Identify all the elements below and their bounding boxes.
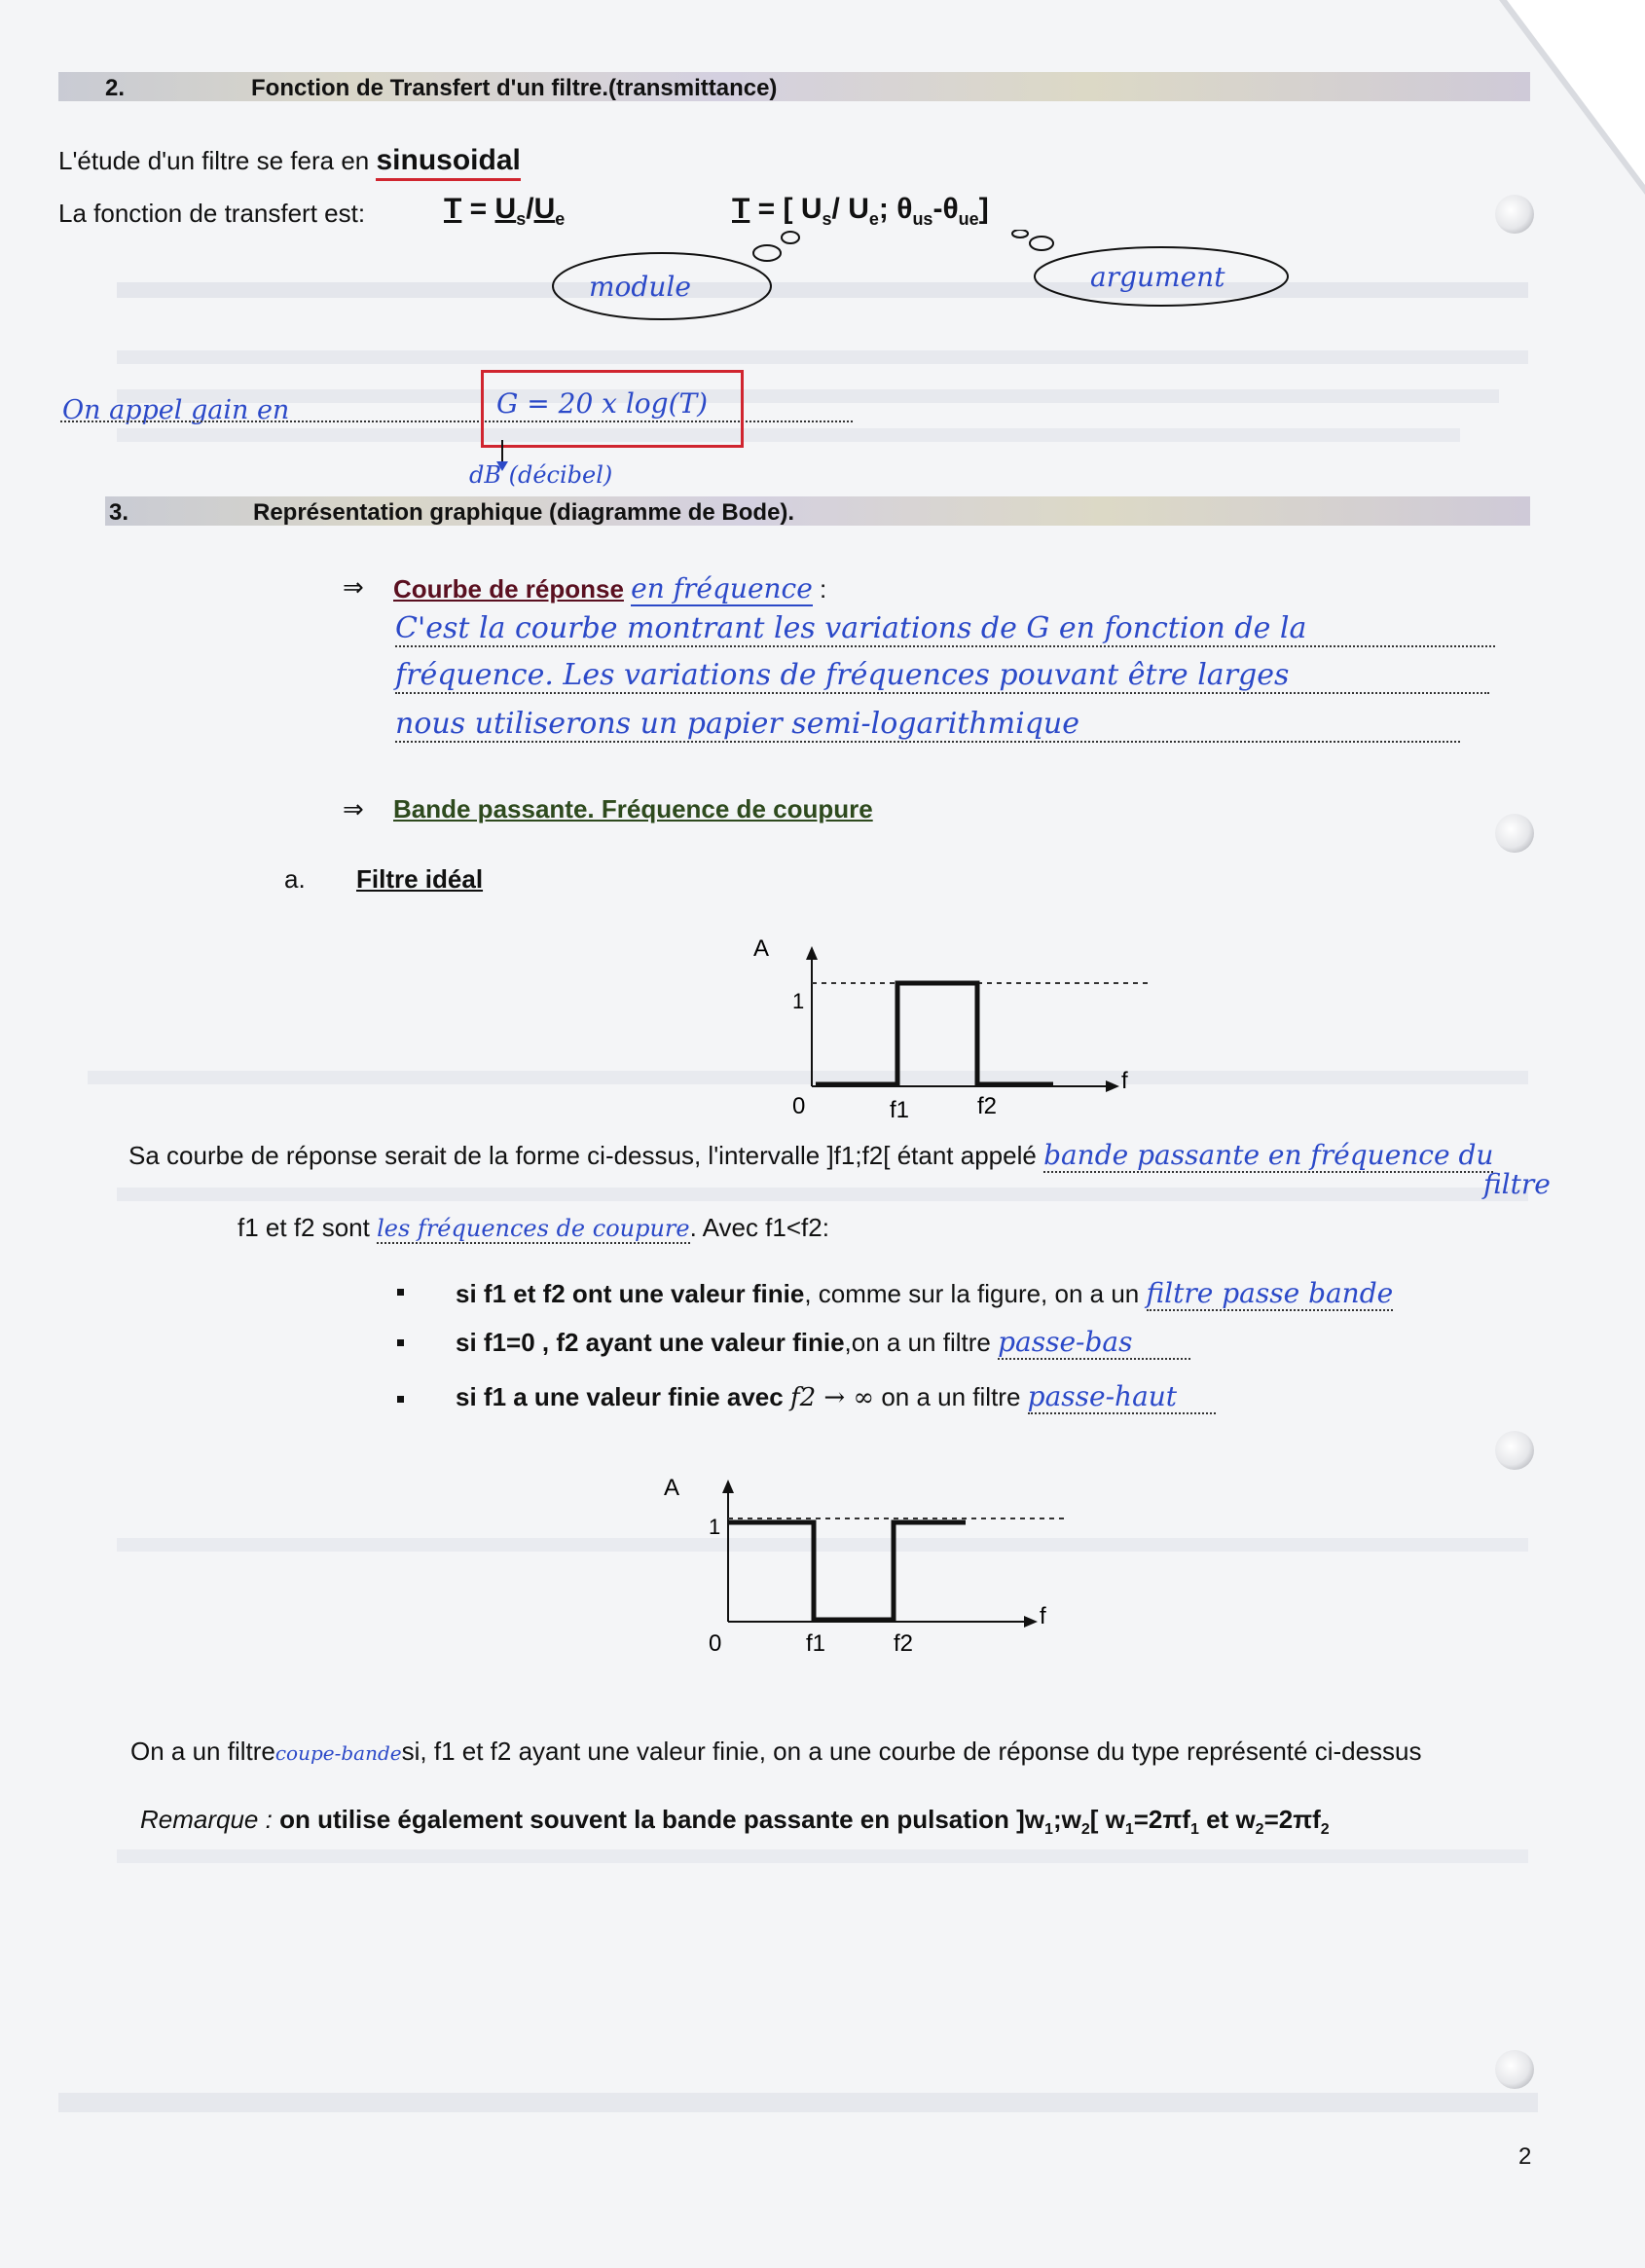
- etude-word: sinusoidal: [376, 144, 520, 181]
- gain-unit: dB (décibel): [469, 461, 613, 489]
- tick-label-f2: f2: [894, 1630, 914, 1657]
- binder-hole: [1495, 195, 1534, 234]
- etude-line: L'étude d'un filtre se fera en sinusoidal: [58, 144, 521, 177]
- cloud-argument-text: argument: [1090, 261, 1225, 293]
- section-number: 2.: [105, 75, 126, 101]
- tick-label-f1: f1: [890, 1097, 910, 1123]
- bandpass-curve: [816, 983, 1053, 1084]
- arrow-right-icon: ⇒: [343, 572, 364, 602]
- gain-formula: G = 20 x log(T): [496, 387, 709, 420]
- transfer-function-formula: $T = U_s/U_e$: [444, 193, 566, 229]
- tick-label-f1: f1: [806, 1630, 826, 1657]
- gain-handwriting: On appel gain en: [62, 395, 290, 425]
- tick-label-0: 0: [709, 1630, 722, 1657]
- cloud-module-text: module: [589, 271, 691, 303]
- bullet: [397, 1396, 404, 1403]
- bullet-bandpass: si f1 et f2 ont une valeur finie, comme sur la figure, on a un filtre passe bande: [456, 1277, 1394, 1309]
- section-number: 3.: [109, 499, 129, 526]
- ideal-bandpass-graph: [740, 934, 1149, 1129]
- bullet: [397, 1289, 404, 1296]
- courbe-line-3: nous utiliserons un papier semi-logarithmique: [395, 707, 1460, 743]
- section-3-header: [105, 496, 1530, 526]
- bandstop-curve: [728, 1522, 966, 1620]
- courbe-line-2: fréquence. Les variations de fréquences pouvant être larges: [395, 658, 1489, 694]
- axis-label-A: A: [753, 935, 770, 962]
- axis-label-f: f: [1121, 1068, 1128, 1094]
- sentence-bande: Sa courbe de réponse serait de la forme ci-dessus, l'intervalle ]f1;f2[ étant appelé bande passante en fréquence du: [128, 1139, 1494, 1171]
- courbe-line-1: C'est la courbe montrant les variations de G en fonction de la: [395, 611, 1495, 647]
- page-number: 2: [1518, 2143, 1532, 2170]
- bullet: [397, 1339, 404, 1346]
- section-title: Fonction de Transfert d'un filtre.(transmittance): [251, 75, 778, 101]
- transfer-function-label: La fonction de transfert est:: [58, 199, 366, 228]
- bullet-lowpass: si f1=0 , f2 ayant une valeur finie,on a un filtre passe-bas: [456, 1326, 1190, 1358]
- transfer-function-polar: T = [ $U_s/$ $U_e$; $\theta_{us}-\theta_{ue}$]: [732, 193, 989, 229]
- tick-label-1: 1: [709, 1515, 721, 1539]
- section-2-header: [58, 72, 1530, 101]
- axis-label-A: A: [664, 1475, 680, 1501]
- tick-label-f2: f2: [977, 1093, 998, 1119]
- bande-heading: Bande passante. Fréquence de coupure: [393, 794, 873, 823]
- arrow-right-icon: ⇒: [343, 794, 364, 823]
- sub-a-title: Filtre idéal: [356, 864, 484, 894]
- tick-label-0: 0: [792, 1093, 806, 1119]
- remarque: Remarque : on utilise également souvent la bande passante en pulsation ]$w_1;w_2$[ $w_1=2\pi f_1$ et $w_2=2\pi f_2$: [140, 1805, 1330, 1839]
- tick-label-1: 1: [792, 989, 805, 1013]
- bullet-highpass: si f1 a une valeur finie avec f2 → ∞ on a un filtre passe-haut: [456, 1380, 1216, 1412]
- page-corner-fold: [1499, 0, 1645, 195]
- sentence-coupe-bande: On a un filtrecoupe-bandesi, f1 et f2 ayant une valeur finie, on a une courbe de réponse du type représenté ci-dessus: [130, 1737, 1422, 1766]
- sentence-coupure: f1 et f2 sont les fréquences de coupure. Avec f1<f2:: [238, 1213, 829, 1242]
- section-title: Représentation graphique (diagramme de Bode).: [253, 499, 795, 526]
- thought-clouds: [545, 230, 1324, 337]
- sentence-bande-cont: filtre: [1483, 1168, 1551, 1200]
- binder-hole: [1495, 814, 1534, 853]
- courbe-heading: Courbe de réponse en fréquence :: [393, 572, 827, 604]
- binder-hole: [1495, 2050, 1534, 2089]
- bandstop-graph: [662, 1470, 1071, 1664]
- binder-hole: [1495, 1431, 1534, 1470]
- axis-label-f: f: [1040, 1603, 1046, 1629]
- sub-a-marker: a.: [284, 864, 306, 894]
